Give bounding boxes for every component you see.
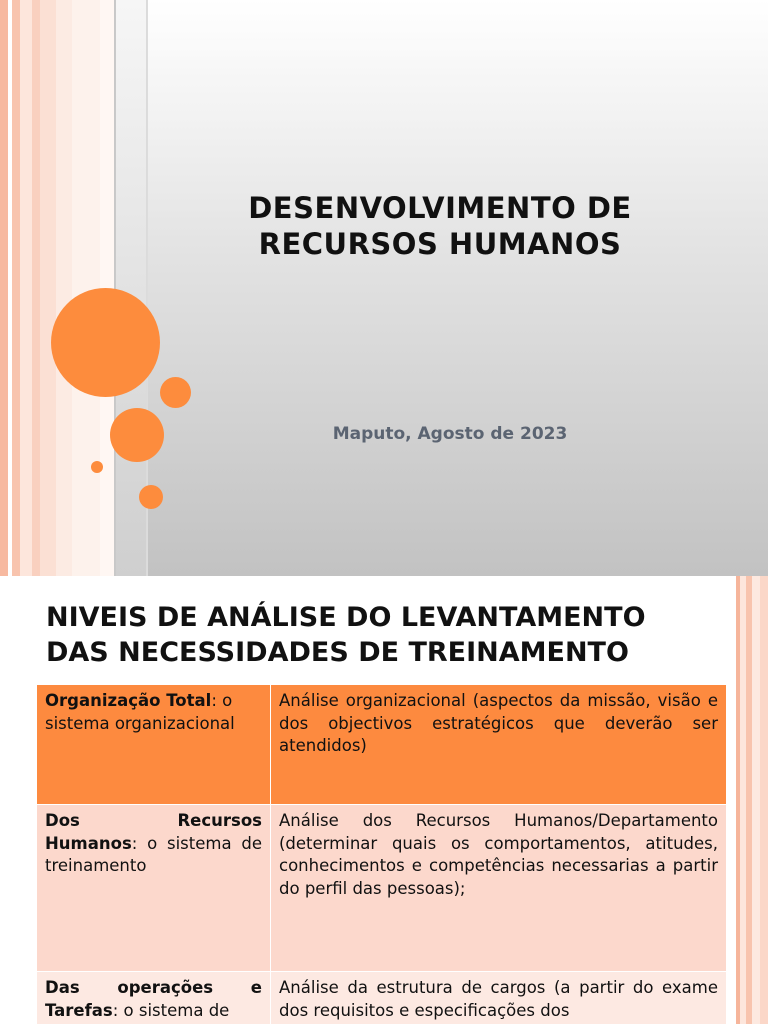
heading-line-1: NIVEIS DE ANÁLISE DO LEVANTAMENTO	[46, 602, 646, 633]
analysis-levels-table	[36, 684, 727, 1024]
small-orange-circle-bottom	[139, 485, 163, 509]
large-orange-circle	[51, 288, 160, 397]
slide-title	[190, 190, 690, 262]
content-slide	[0, 576, 768, 1024]
small-orange-circle	[160, 377, 191, 408]
table-row	[37, 972, 727, 1024]
level-description: : o sistema de	[112, 1000, 230, 1020]
table-row	[37, 685, 727, 805]
title-line-2: RECURSOS HUMANOS	[258, 227, 622, 261]
level-cell	[37, 685, 271, 805]
analysis-cell: Análise organizacional (aspectos da missão, visão e dos objectivos estratégicos que deverão ser atendidos)	[271, 685, 727, 805]
level-description: : o sistema de treinamento	[45, 833, 262, 875]
level-name: Das operações e Tarefas	[45, 978, 262, 1020]
level-name: Dos Recursos Humanos	[45, 811, 262, 853]
slide-heading	[46, 600, 726, 670]
analysis-cell: Análise dos Recursos Humanos/Departamento (determinar quais os comportamentos, atitudes, conhecimentos e competências necessarias a partir do perfil das pessoas);	[271, 805, 727, 972]
medium-orange-circle	[110, 408, 164, 462]
level-cell	[37, 972, 271, 1024]
level-cell	[37, 805, 271, 972]
tiny-orange-circle	[91, 461, 103, 473]
table-row	[37, 805, 727, 972]
heading-line-2: DAS NECESSIDADES DE TREINAMENTO	[46, 637, 629, 668]
level-description: : o sistema organizacional	[45, 691, 235, 733]
decorative-stripes-right	[736, 576, 768, 1024]
analysis-cell: Análise da estrutura de cargos (a partir do exame dos requisitos e especificações dos	[271, 972, 727, 1024]
level-name: Organização Total	[45, 691, 212, 710]
slide-subtitle: Maputo, Agosto de 2023	[332, 424, 568, 444]
title-line-1: DESENVOLVIMENTO DE	[248, 191, 632, 225]
